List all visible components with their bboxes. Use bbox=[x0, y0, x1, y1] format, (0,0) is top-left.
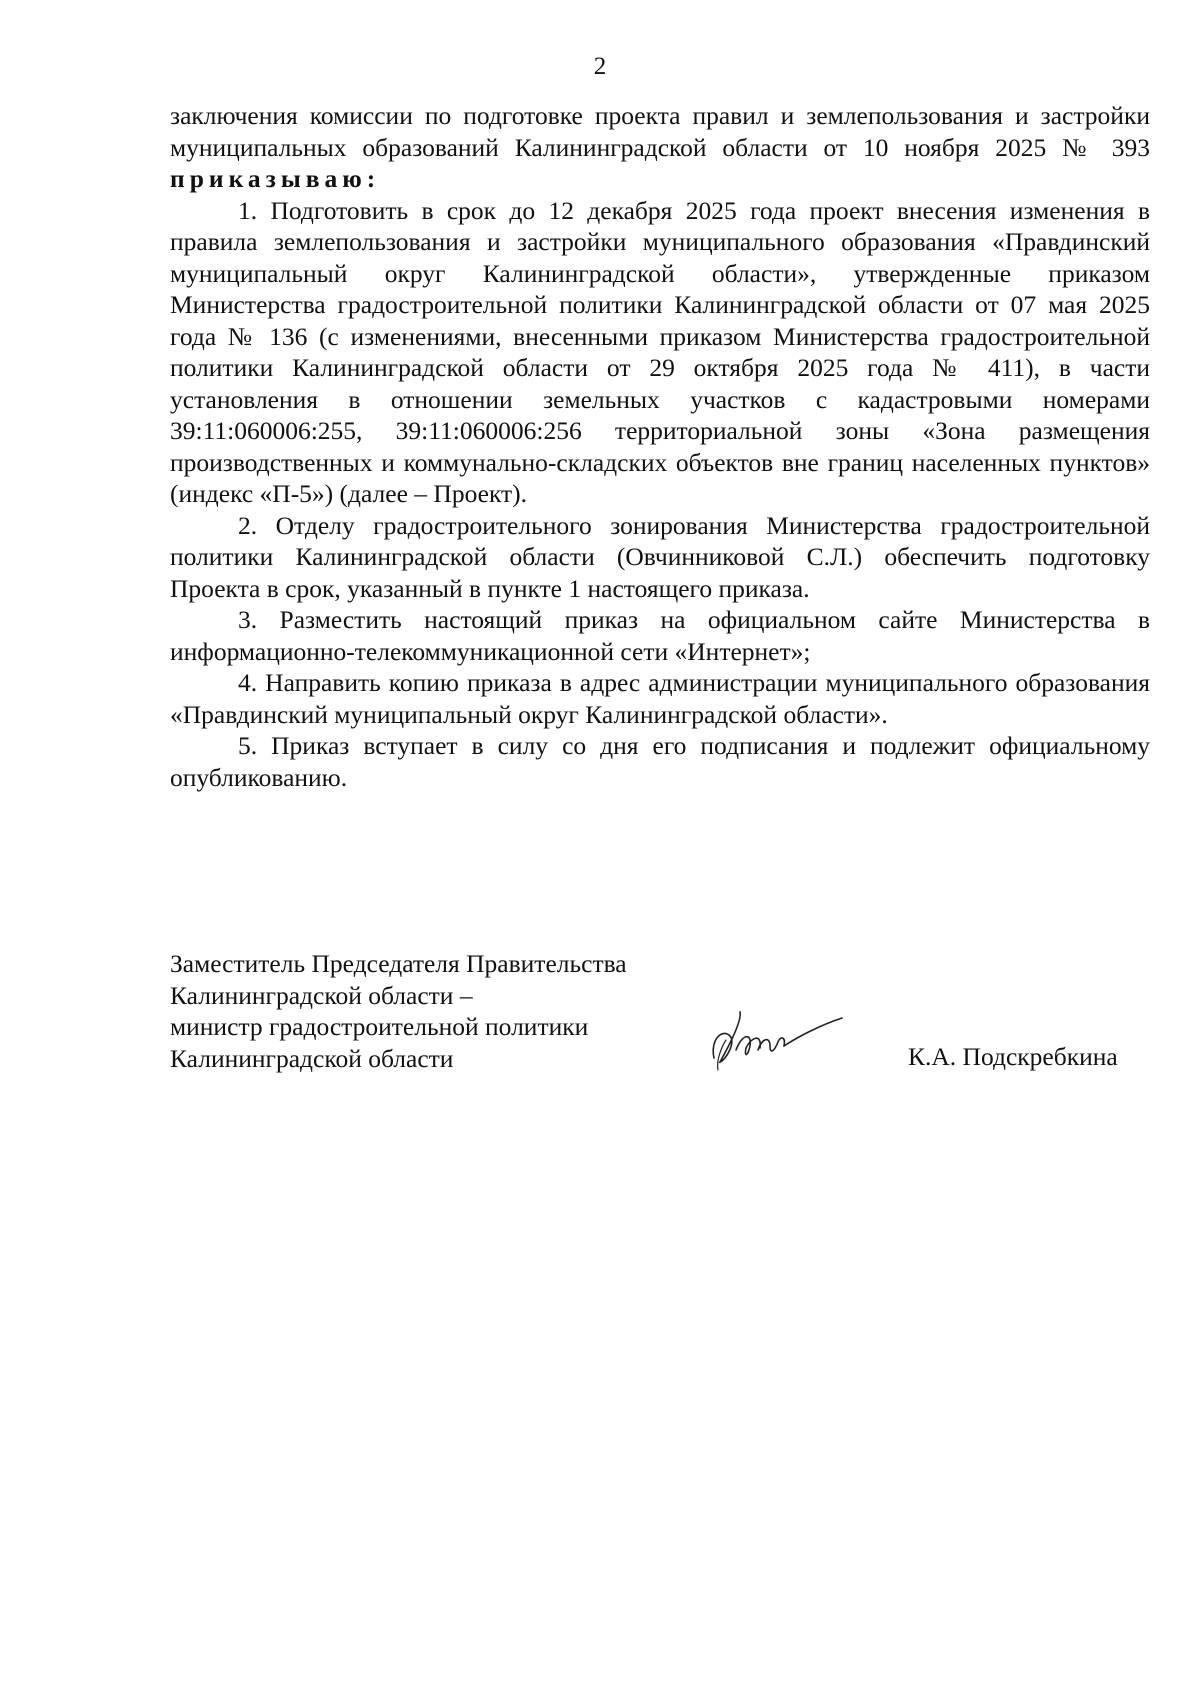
position-line-1: Заместитель Председателя Правительства bbox=[170, 949, 627, 978]
order-item-5: 5. Приказ вступает в силу со дня его подписания и подлежит официальному опубликованию. bbox=[170, 731, 1150, 792]
order-item-4: 4. Направить копию приказа в адрес администрации муниципального образования «Правдинский муниципальный округ Калининградской области». bbox=[170, 668, 1150, 729]
order-item-3: 3. Разместить настоящий приказ на официальном сайте Министерства в информационно-телекоммуникационной сети «Интернет»; bbox=[170, 605, 1150, 666]
position-line-4: Калининградской области bbox=[170, 1043, 454, 1073]
document-body bbox=[170, 100, 1150, 793]
position-line-2: Калининградской области – bbox=[170, 980, 473, 1010]
preamble-paragraph bbox=[170, 100, 1150, 195]
order-item-2: 2. Отделу градостроительного зонирования Министерства градостроительной политики Калининградской области (Овчинниковой С.Л.) обеспечить подготовку Проекта в срок, указанный в пункте 1 настоящего приказа. bbox=[170, 510, 1150, 603]
page-number: 2 bbox=[593, 53, 607, 80]
handwritten-signature bbox=[700, 1000, 850, 1080]
position-line-3: министр градостроительной политики bbox=[170, 1012, 589, 1041]
signatory-position bbox=[170, 948, 690, 1074]
order-item-1: 1. Подготовить в срок до 12 декабря 2025 года проект внесения изменения в правила землепользования и застройки муниципального образования «Правдинский муниципальный округ Калининградской области», утвержденные приказом Министерства градостроительной политики Калининградской области от 07 мая 2025 года № 136 (с изменениями, внесенными приказом Министерства градостроительной политики Калининградской области от 29 октября 2025 года № 411), в части установления в отношении земельных участков с кадастровыми номерами 39:11:060006:255, 39:11:060006:256 территориальной зоны «Зона размещения производственных и коммунально-складских объектов вне границ населенных пунктов» (индекс «П-5») (далее – Проект). bbox=[170, 195, 1150, 508]
preamble-text: заключения комиссии по подготовке проекта правил и землепользования и застройки муниципальных образований Калининградской области от 10 ноября 2025 № 393 bbox=[170, 101, 1150, 162]
order-word: приказываю: bbox=[170, 164, 381, 193]
signer-name: К.А. Подскребкина bbox=[908, 1042, 1118, 1071]
